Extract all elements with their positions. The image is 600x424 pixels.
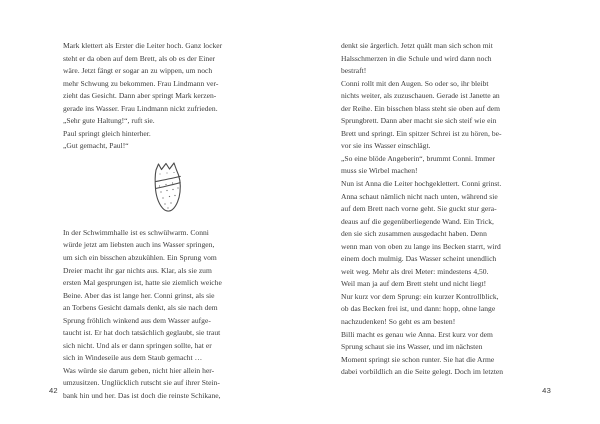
- left-page-textblock: [63, 40, 239, 403]
- right-page-textblock: [341, 40, 519, 379]
- text-line: steht er da oben auf dem Brett, als ob es der Einer: [63, 53, 216, 63]
- text-line: deaus auf die gegenüberliegende Wand. Ein Trick,: [341, 216, 494, 226]
- text-line: Beine. Aber das ist lange her. Conni grinst, als sie: [63, 290, 215, 300]
- text-line: sich nicht. Und als er dann springen sollte, hat er: [63, 340, 212, 350]
- text-line: würde jetzt am liebsten auch ins Wasser springen,: [63, 240, 215, 250]
- text-line: Moment springt sie schon runter. Sie hat die Arme: [341, 354, 495, 364]
- text-line: Billi macht es genau wie Anna. Erst kurz vor dem: [341, 329, 493, 339]
- text-line: Paul springt gleich hinterher.: [63, 128, 151, 138]
- text-line: Weil man ja auf dem Brett steht und nicht liegt!: [341, 279, 487, 289]
- paragraph: [341, 40, 519, 379]
- text-line: Sprung fröhlich winkend aus dem Wasser aufge-: [63, 315, 211, 325]
- text-line: umzusitzen. Unglücklich rutscht sie auf ihrer Stein-: [63, 378, 220, 388]
- text-line: Dreier macht ihr gar nichts aus. Klar, als sie zum: [63, 265, 212, 275]
- text-line: zieht das Gesicht. Dann aber springt Mark kerzen-: [63, 91, 217, 101]
- text-line: In der Schwimmhalle ist es schwülwarm. Conni: [63, 227, 209, 237]
- text-line: „Gut gemacht, Paul!“: [63, 141, 129, 151]
- text-line: gerade ins Wasser. Frau Lindmann nickt zufrieden.: [63, 103, 218, 113]
- text-line: auf dem Brett nach vorne geht. Sie guckt stur gera-: [341, 204, 497, 214]
- text-line: „So eine blöde Angeberin“, brummt Conni. Immer: [341, 153, 496, 163]
- text-line: bestraft!: [341, 66, 367, 76]
- text-line: taucht ist. Er hat doch tatsächlich geglaubt, sie traut: [63, 328, 221, 338]
- text-line: Sprung schaut sie ins Wasser, und im nächsten: [341, 342, 483, 352]
- text-line: Halsschmerzen in die Schule und wird dann noch: [341, 53, 492, 63]
- text-line: ob das Becken frei ist, und dann: hopp, ohne lange: [341, 304, 496, 314]
- page-right: [300, 0, 600, 424]
- text-line: Sprungbrett. Dann aber macht sie sich steif wie ein: [341, 116, 497, 126]
- text-line: ersten Mal gesprungen ist, hatte sie ziemlich weiche: [63, 278, 222, 288]
- text-line: weit weg. Mehr als drei Meter: mindestens 4,50.: [341, 266, 489, 276]
- paragraph: [63, 227, 239, 403]
- text-line: sich in Windeseile aus dem Staub gemacht …: [63, 353, 203, 363]
- text-line: Anna schaut nämlich nicht nach unten, während sie: [341, 191, 498, 201]
- text-line: um sich ein bisschen abzukühlen. Ein Sprung vom: [63, 253, 217, 263]
- text-line: wäre. Jetzt fängt er sogar an zu wippen, um noch: [63, 66, 213, 76]
- swimsuit-icon: [149, 161, 189, 213]
- text-line: Nun ist Anna die Leiter hochgeklettert. Conni grinst.: [341, 179, 502, 189]
- text-line: muss sie Wirbel machen!: [341, 166, 418, 176]
- page-number-right: 43: [542, 386, 551, 395]
- text-line: der Reihe. Ein bisschen blass steht sie oben auf dem: [341, 103, 501, 113]
- text-line: „Sehr gute Haltung!“, ruft sie.: [63, 116, 155, 126]
- text-line: mehr Schwung zu bekommen. Frau Lindmann ver-: [63, 78, 219, 88]
- text-line: einem doch mulmig. Das Wasser scheint unendlich: [341, 254, 497, 264]
- paragraph: [63, 40, 239, 153]
- text-line: Brett und springt. Ein spitzer Schrei ist zu hören, be-: [341, 128, 502, 138]
- text-line: vor sie ins Wasser einschlägt.: [341, 141, 431, 151]
- text-line: nichts weiter, als zuzuschauen. Gerade ist Janette an: [341, 91, 500, 101]
- text-line: Conni rollt mit den Augen. So oder so, ihr bleibt: [341, 78, 489, 88]
- page-number-left: 42: [49, 386, 58, 395]
- text-line: den sie sich zusammen ausgedacht haben. Denn: [341, 229, 487, 239]
- illustration-area: [63, 153, 239, 227]
- text-line: Was würde sie darum geben, nicht hier allein her-: [63, 365, 215, 375]
- text-line: Mark klettert als Erster die Leiter hoch. Ganz locker: [63, 41, 223, 50]
- text-line: dabei vorbildlich an die Seite gelegt. Doch im letzten: [341, 367, 504, 377]
- text-line: nachzudenken! So geht es am besten!: [341, 317, 456, 327]
- text-line: an Torbens Gesicht damals denkt, als sie nach dem: [63, 303, 218, 313]
- text-line: bank hin und her. Das ist doch die reinste Schikane,: [63, 391, 221, 401]
- text-line: wenn man von oben zu lange ins Becken starrt, wird: [341, 241, 501, 251]
- text-line: denkt sie ärgerlich. Jetzt quält man sich schon mit: [341, 41, 493, 50]
- text-line: Nur kurz vor dem Sprung: ein kurzer Kontrollblick,: [341, 291, 499, 301]
